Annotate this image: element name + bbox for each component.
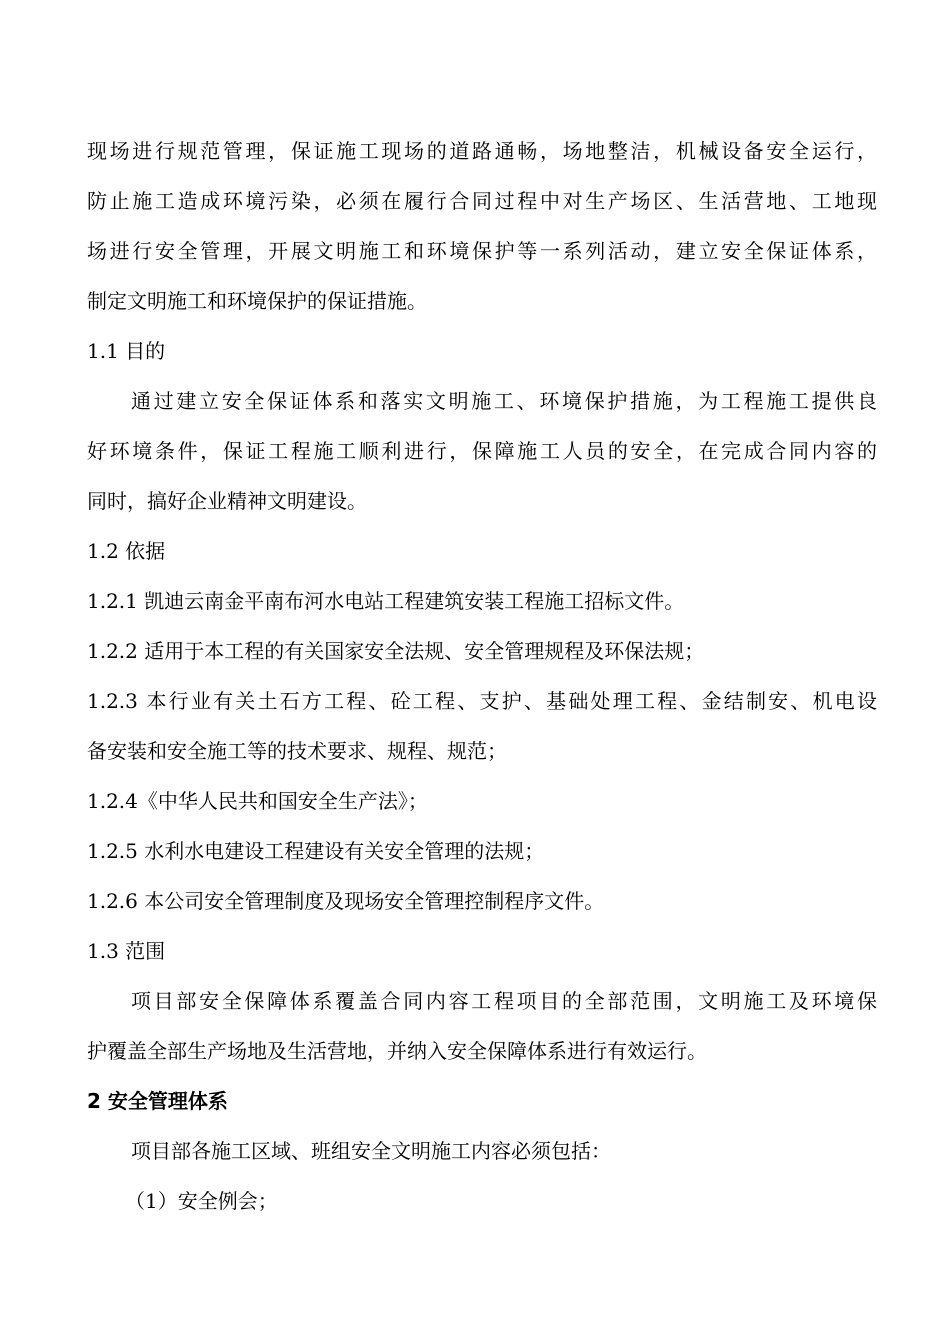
section-1-2-item-3-line-2: 备安装和安全施工等的技术要求、规程、规范；: [87, 739, 507, 763]
section-1-1-line-2: 好环境条件，保证工程施工顺利进行，保障施工人员的安全，在完成合同内容的: [87, 439, 877, 463]
document-page: [87, 126, 877, 1226]
section-2-item-1: （1）安全例会；: [125, 1189, 278, 1213]
section-1-3-line-2: 护覆盖全部生产场地及生活营地，并纳入安全保障体系进行有效运行。: [87, 1039, 707, 1063]
section-1-3-line-1: 项目部安全保障体系覆盖合同内容工程项目的全部范围，文明施工及环境保: [131, 989, 877, 1013]
section-1-2-title: 1.2 依据: [87, 539, 166, 563]
section-1-1-line-1: 通过建立安全保证体系和落实文明施工、环境保护措施，为工程施工提供良: [131, 389, 877, 413]
section-1-2-item-6: 1.2.6 本公司安全管理制度及现场安全管理控制程序文件。: [87, 889, 605, 913]
section-2-body: 项目部各施工区域、班组安全文明施工内容必须包括：: [131, 1139, 611, 1163]
section-1-2-item-5: 1.2.5 水利水电建设工程建设有关安全管理的法规；: [87, 839, 545, 863]
section-2-title: 2 安全管理体系: [87, 1089, 228, 1113]
section-1-2-item-2: 1.2.2 适用于本工程的有关国家安全法规、安全管理规程及环保法规；: [87, 639, 705, 663]
intro-line-1: 现场进行规范管理，保证施工现场的道路通畅，场地整洁，机械设备安全运行，: [87, 139, 877, 163]
intro-line-4: 制定文明施工和环境保护的保证措施。: [87, 289, 427, 313]
section-1-1-title: 1.1 目的: [87, 339, 166, 363]
section-1-3-title: 1.3 范围: [87, 939, 166, 963]
section-1-2-item-4: 1.2.4《中华人民共和国安全生产法》；: [87, 789, 428, 813]
intro-line-3: 场进行安全管理，开展文明施工和环境保护等一系列活动，建立安全保证体系，: [87, 239, 877, 263]
intro-line-2: 防止施工造成环境污染，必须在履行合同过程中对生产场区、生活营地、工地现: [87, 189, 877, 213]
section-1-2-item-1: 1.2.1 凯迪云南金平南布河水电站工程建筑安装工程施工招标文件。: [87, 589, 685, 613]
section-1-1-line-3: 同时，搞好企业精神文明建设。: [87, 489, 367, 513]
section-1-2-item-3-line-1: 1.2.3 本行业有关土石方工程、砼工程、支护、基础处理工程、金结制安、机电设: [87, 689, 877, 713]
